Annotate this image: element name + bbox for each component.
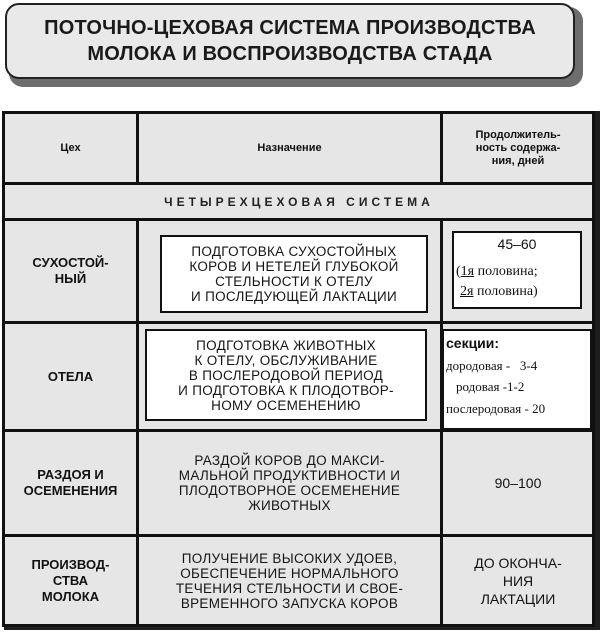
row-1-shop: [5, 221, 136, 321]
row-1-shop-line-2: НЫЙ: [54, 271, 87, 286]
row-3-duration: 90–100: [494, 475, 542, 491]
production-table: [2, 111, 600, 630]
row-3-purpose-line-2: МАЛЬНОЙ ПРОДУКТИВНОСТИ И: [178, 468, 401, 483]
row-3-purpose-line-1: РАЗДОЙ КОРОВ ДО МАКСИ-: [194, 453, 385, 468]
section-title: ЧЕТЫРЕХЦЕХОВАЯ СИСТЕМА: [164, 194, 434, 209]
row-4-purpose-line-4: ВРЕМЕННОГО ЗАПУСКА КОРОВ: [180, 595, 399, 611]
row-1-note-line-2: [456, 282, 580, 302]
row-2-section-3: [446, 398, 592, 420]
row-1-note: [456, 262, 580, 302]
row-1-purpose-line-1: ПОДГОТОВКА СУХОСТОЙНЫХ: [191, 244, 397, 259]
row-4-duration: [443, 537, 593, 624]
row-1-purpose-line-4: И ПОСЛЕДУЮЩЕЙ ЛАКТАЦИИ: [191, 289, 397, 304]
row-1-note-open: (: [456, 264, 461, 279]
title-line-1: ПОТОЧНО-ЦЕХОВАЯ СИСТЕМА ПРОИЗВОДСТВА: [44, 17, 536, 39]
row-1-purpose-line-3: СТЕЛЬНОСТИ К ОТЕЛУ: [215, 274, 373, 289]
row-1-note-second-num: 2я: [460, 284, 474, 299]
title-box: [5, 3, 575, 79]
row-2-shop: ОТЕЛА: [47, 368, 94, 384]
row-2-purpose-line-3: В ПОСЛЕРОДОВОЙ ПЕРИОД: [188, 367, 384, 383]
row-2-purpose: [145, 329, 427, 421]
row-2-section-1-name: дородовая -: [446, 358, 511, 373]
row-3-purpose-line-3: ПЛОДОТВОРНОЕ ОСЕМЕНЕНИЕ: [178, 483, 401, 498]
row-4-shop-line-1: ПРОИЗВОД-: [31, 556, 110, 572]
header-duration-line-2: ность содержа-: [475, 141, 561, 154]
row-3-purpose: [139, 432, 440, 534]
row-4-shop-line-3: МОЛОКА: [41, 588, 100, 604]
row-2-section-2-days: 1-2: [507, 379, 525, 394]
row-4-purpose-line-2: ОБЕСПЕЧЕНИЕ НОРМАЛЬНОГО: [180, 565, 399, 581]
row-2-purpose-line-2: К ОТЕЛУ, ОБСЛУЖИВАНИЕ: [194, 352, 378, 368]
row-1-note-first-text: половина;: [474, 264, 538, 279]
row-2-section-2: [446, 376, 592, 398]
row-2-section-1-days: 3-4: [519, 358, 538, 373]
title-line-2: МОЛОКА И ВОСПРОИЗВОДСТВА СТАДА: [87, 43, 493, 65]
row-1-note-second-text: половина): [473, 284, 538, 299]
row-4-duration-line-3: ЛАКТАЦИИ: [480, 590, 556, 607]
row-4-purpose-line-1: ПОЛУЧЕНИЕ ВЫСОКИХ УДОЕВ,: [181, 550, 398, 566]
row-2-sections-label-line: [446, 332, 592, 356]
row-2-sections-label: секции: [446, 335, 495, 351]
row-3-purpose-line-4: ЖИВОТНЫХ: [248, 498, 331, 513]
row-1-duration: 45–60: [497, 236, 537, 252]
row-4-shop-line-2: СТВА: [52, 572, 89, 588]
table-grid: [2, 111, 595, 627]
row-2-section-1: [446, 356, 592, 376]
header-duration-line-1: Продолжитель-: [475, 128, 561, 141]
row-2-purpose-line-1: ПОДГОТОВКА ЖИВОТНЫХ: [196, 337, 376, 353]
row-2-sections: [446, 332, 592, 420]
row-1-shop-line-1: СУХОСТОЙ-: [32, 255, 109, 270]
row-2-purpose-line-4: И ПОДГОТОВКА К ПЛОДОТВОР-: [178, 382, 394, 398]
row-2-section-3-days: 20: [532, 401, 546, 416]
row-3-shop-line-1: РАЗДОЯ И: [37, 467, 104, 482]
row-2-sections-colon: :: [494, 335, 500, 351]
row-4-purpose: [139, 537, 440, 624]
row-3-shop-line-2: ОСЕМЕНЕНИЯ: [23, 483, 118, 498]
row-2-section-3-name: послеродовая -: [446, 401, 529, 416]
row-4-duration-line-2: НИЯ: [502, 572, 534, 589]
row-1-purpose-line-2: КОРОВ И НЕТЕЛЕЙ ГЛУБОКОЙ: [189, 259, 399, 274]
row-1-purpose: [160, 235, 428, 313]
row-2-section-2-name: родовая -: [456, 379, 508, 394]
header-shop: Цех: [60, 141, 81, 154]
row-1-note-first-num: 1я: [460, 264, 475, 279]
row-4-shop: [5, 537, 136, 624]
row-2-purpose-line-5: НОМУ ОСЕМЕНЕНИЮ: [211, 397, 361, 413]
row-4-duration-line-1: ДО ОКОНЧА-: [474, 554, 562, 571]
row-3-shop: [5, 432, 136, 534]
row-4-purpose-line-3: ТЕЧЕНИЯ СТЕЛЬНОСТИ И СВОЕ-: [175, 580, 404, 596]
header-duration: [443, 114, 593, 182]
row-1-note-line-1: [456, 262, 580, 282]
header-duration-line-3: ния, дней: [491, 154, 545, 167]
header-purpose: Назначение: [257, 141, 322, 154]
